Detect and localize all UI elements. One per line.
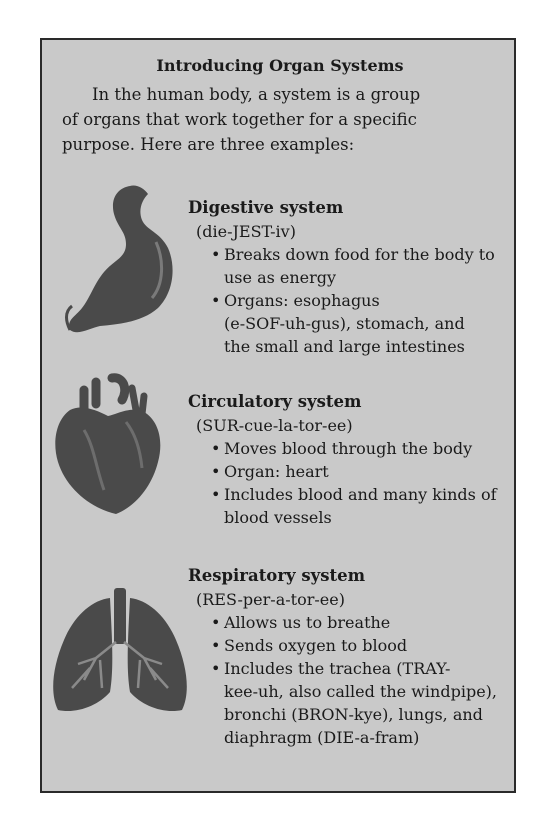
intro-line: of organs that work together for a specific xyxy=(62,110,417,129)
heart-icon xyxy=(44,370,174,520)
intro-paragraph xyxy=(62,82,462,157)
section-title: Circulatory system xyxy=(188,392,362,411)
bullet-list xyxy=(188,437,528,529)
page-title: Introducing Organ Systems xyxy=(156,56,404,75)
pronunciation: (die-JEST-iv) xyxy=(196,222,296,241)
list-item: • Moves blood through the body xyxy=(214,437,528,460)
section-respiratory xyxy=(188,564,528,749)
list-item: • Allows us to breathe xyxy=(214,611,528,634)
section-title: Respiratory system xyxy=(188,566,366,585)
list-item: • Sends oxygen to blood xyxy=(214,634,528,657)
stomach-icon xyxy=(60,180,180,340)
pronunciation: (SUR-cue-la-tor-ee) xyxy=(196,416,353,435)
list-item: • Organ: heart xyxy=(214,460,528,483)
bullet-list xyxy=(188,243,528,358)
lungs-icon xyxy=(40,588,200,718)
section-circulatory xyxy=(188,390,528,529)
list-item: • Organs: esophagus (e-SOF-uh-gus), stomach, and the small and large intestines xyxy=(214,289,528,358)
pronunciation: (RES-per-a-tor-ee) xyxy=(196,590,345,609)
list-item: • Includes the trachea (TRAY- kee-uh, also called the windpipe), bronchi (BRON-kye), lungs, and diaphragm (DIE-a-fram) xyxy=(214,657,528,749)
section-digestive xyxy=(188,196,528,358)
bullet-list xyxy=(188,611,528,749)
intro-line: purpose. Here are three examples: xyxy=(62,135,355,154)
list-item: • Breaks down food for the body to use as energy xyxy=(214,243,528,289)
list-item: • Includes blood and many kinds of blood vessels xyxy=(214,483,528,529)
intro-line: In the human body, a system is a group xyxy=(92,85,421,104)
section-title: Digestive system xyxy=(188,198,344,217)
